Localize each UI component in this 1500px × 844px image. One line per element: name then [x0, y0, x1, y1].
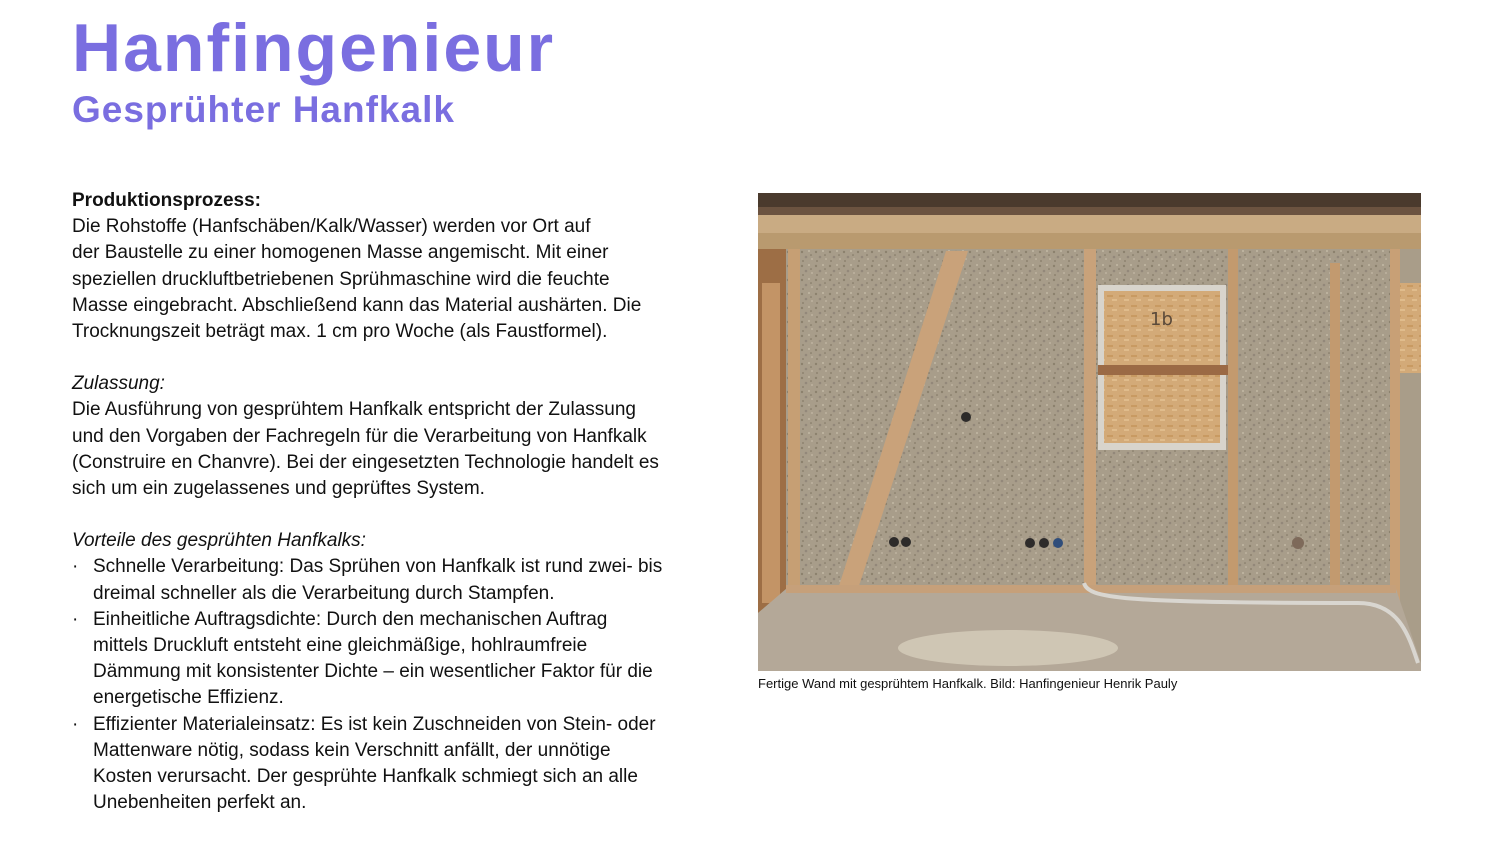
text-line: · Einheitliche Auftragsdichte: Durch den mechanischen Auftrag: [93, 608, 608, 630]
text-line: der Baustelle zu einer homogenen Masse angemischt. Mit einer: [72, 242, 609, 264]
text-line: Masse eingebracht. Abschließend kann das Material aushärten. Die: [72, 294, 642, 316]
page-title: Hanfingenieur: [72, 10, 556, 86]
section-heading-zulassung: Zulassung:: [72, 373, 165, 395]
text-line: sich um ein zugelassenes und geprüftes System.: [72, 478, 485, 500]
section-heading-vorteile: Vorteile des gesprühten Hanfkalks:: [72, 530, 366, 552]
page-subtitle: Gesprühter Hanfkalk: [72, 89, 455, 130]
text-line: Mattenware nötig, sodass kein Verschnitt anfällt, der unnötige: [93, 739, 611, 761]
section-heading-produktion: Produktionsprozess:: [72, 190, 261, 211]
text-line: dreimal schneller als die Verarbeitung durch Stampfen.: [93, 582, 555, 604]
list-item: [72, 554, 744, 606]
text-line: energetische Effizienz.: [93, 687, 284, 709]
text-line: · Effizienter Materialeinsatz: Es ist kein Zuschneiden von Stein- oder: [93, 713, 656, 735]
text-column: [72, 188, 744, 816]
text-line: speziellen druckluftbetriebenen Sprühmaschine wird die feuchte: [72, 268, 610, 290]
board-marking: 1b: [1150, 309, 1173, 330]
list-item: [72, 712, 744, 817]
text-line: Die Ausführung von gesprühtem Hanfkalk entspricht der Zulassung: [72, 399, 636, 421]
text-line: Die Rohstoffe (Hanfschäben/Kalk/Wasser) werden vor Ort auf: [72, 216, 591, 238]
wall-photo: [758, 193, 1421, 671]
list-item: [72, 607, 744, 712]
text-line: Kosten verursacht. Der gesprühte Hanfkalk schmiegt sich an alle: [93, 766, 638, 788]
text-line: (Construire en Chanvre). Bei der eingesetzten Technologie handelt es: [72, 451, 659, 473]
text-line: · Schnelle Verarbeitung: Das Sprühen von Hanfkalk ist rund zwei- bis: [93, 556, 663, 578]
text-line: Unebenheiten perfekt an.: [93, 792, 307, 814]
text-line: und den Vorgaben der Fachregeln für die Verarbeitung von Hanfkalk: [72, 425, 647, 447]
text-line: Dämmung mit konsistenter Dichte – ein wesentlicher Faktor für die: [93, 661, 653, 683]
text-line: mittels Druckluft entsteht eine gleichmäßige, hohlraumfreie: [93, 635, 588, 657]
advantages-list: [72, 554, 744, 816]
text-line: Trocknungszeit beträgt max. 1 cm pro Woche (als Faustformel).: [72, 321, 608, 343]
figure-caption: Fertige Wand mit gesprühtem Hanfkalk. Bild: Hanfingenieur Henrik Pauly: [758, 676, 1178, 691]
